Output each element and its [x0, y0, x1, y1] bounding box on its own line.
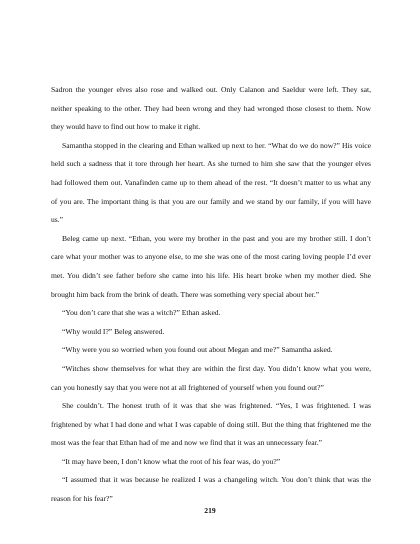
paragraph-10: “I assumed that it was because he realized I was a changeling witch. You don’t think that was the reason for his fear?”: [51, 475, 371, 504]
paragraph-9: “It may have been, I don’t know what the root of his fear was, do you?”: [62, 456, 281, 466]
page-number: 219: [204, 506, 216, 515]
paragraph-6: “Why were you so worried when you found out about Megan and me?” Samantha asked.: [62, 345, 333, 355]
paragraph-8: She couldn’t. The honest truth of it was that she was frightened. “Yes, I was frightened. I was frightened by what I had done and what I was capable of doing still. But the thing that frightened me the most was the fear that Ethan had of me and now we find that it was an unnecessary fear.”: [51, 401, 371, 448]
paragraph-1: Sadron the younger elves also rose and walked out. Only Calanon and Saeldur were left. They sat, neither speaking to the other. They had been wrong and they had wronged those closest to them. Now they would have to find out how to make it right.: [51, 85, 371, 132]
paragraph-7: “Witches show themselves for what they are within the first day. You didn’t know what you were, can you honestly say that you were not at all frightened of yourself when you found out?”: [51, 363, 371, 392]
paragraph-4: “You don’t care that she was a witch?” Ethan asked.: [62, 308, 221, 318]
paragraph-5: “Why would I?” Beleg answered.: [62, 326, 165, 336]
paragraph-3: Beleg came up next. “Ethan, you were my brother in the past and you are my brother still. I don’t care what your mother was to anyone else, to me she was one of the most caring loving people I’d ever met. You didn’t see father before she came into his life. His heart broke when my mother died. She brought him back from the brink of death. There was something very special about her.”: [51, 233, 371, 299]
paragraph-2: Samantha stopped in the clearing and Ethan walked up next to her. “What do we do now?” His voice held such a sadness that it tore through her heart. As she turned to him she saw that the younger elves had followed them out. Vanafinden came up to them ahead of the rest. “It doesn’t matter to us what any of you are. The important thing is that you are our family and we stand by our family, if you will have us.”: [51, 140, 371, 225]
body-text: [51, 81, 371, 509]
